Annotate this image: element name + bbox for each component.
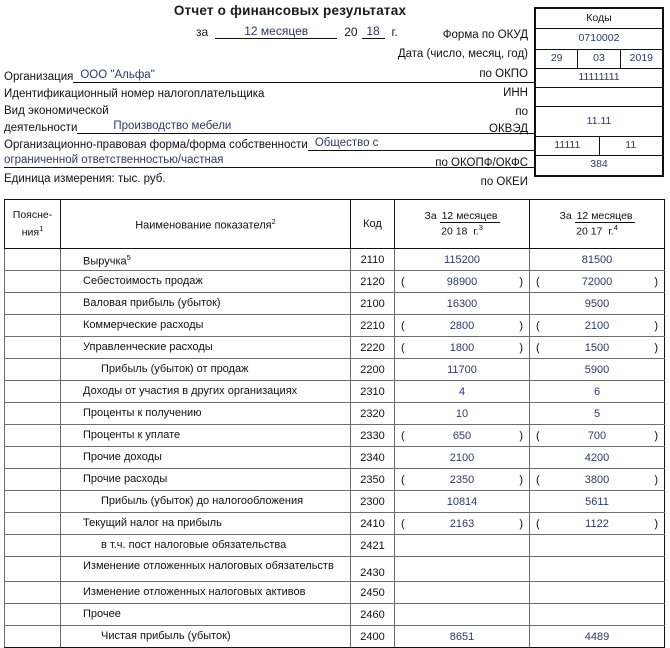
cell-value-previous[interactable]	[530, 604, 665, 626]
paren-open: (	[536, 341, 540, 354]
table-row	[5, 293, 665, 315]
caption-po: по	[515, 106, 528, 118]
period-prev-y-prefix: 20	[576, 225, 588, 238]
col-header-period-previous	[530, 200, 665, 249]
table-row	[5, 337, 665, 359]
cell-value-previous[interactable]: ( 3800 )	[530, 469, 665, 491]
cell-code: 2200	[351, 359, 395, 381]
okpo-value[interactable]: 11111111	[578, 71, 620, 83]
cell-explanations[interactable]	[5, 359, 61, 381]
cell-code: 2210	[351, 315, 395, 337]
cell-code: 2320	[351, 403, 395, 425]
table-row	[5, 271, 665, 293]
paren-open: (	[401, 341, 405, 354]
okfs-value[interactable]: 11	[625, 139, 637, 151]
paren-open: (	[401, 275, 405, 288]
col-header-explanations-l1: Поясне-	[12, 208, 53, 221]
cell-value-previous[interactable]: 4200	[530, 447, 665, 469]
unit-label: Единица измерения: тыс. руб.	[4, 173, 166, 185]
codes-heading-row	[536, 9, 662, 29]
row-unit	[4, 168, 534, 185]
cell-value-previous[interactable]: 4489	[530, 626, 665, 648]
year-value-field[interactable]: 18	[362, 24, 385, 39]
cell-indicator-name: в т.ч. пост налоговые обязательства	[61, 535, 351, 557]
cell-code: 2310	[351, 381, 395, 403]
table-row	[5, 425, 665, 447]
cell-value-previous[interactable]	[530, 557, 665, 582]
cell-explanations[interactable]	[5, 604, 61, 626]
cell-code: 2430	[351, 557, 395, 582]
cell-indicator-name: Прочее	[61, 604, 351, 626]
cell-explanations[interactable]	[5, 315, 61, 337]
paren-close: )	[654, 517, 658, 530]
row-activity-value	[4, 117, 534, 134]
cell-explanations[interactable]	[5, 513, 61, 535]
row-legal-form-cont	[4, 151, 534, 168]
codes-heading: Коды	[586, 12, 612, 24]
table-row	[5, 626, 665, 648]
cell-indicator-name: Доходы от участия в других организациях	[61, 381, 351, 403]
cell-explanations[interactable]	[5, 582, 61, 604]
activity-label-line2: деятельности	[4, 122, 78, 134]
codes-okopf-okfs-row	[536, 137, 662, 156]
codes-okud-row	[536, 29, 662, 50]
table-body	[5, 249, 665, 648]
activity-label-line1: Вид экономической	[4, 105, 109, 117]
cell-value-previous[interactable]: ( 2100 )	[530, 315, 665, 337]
cell-explanations[interactable]	[5, 403, 61, 425]
paren-open: (	[536, 517, 540, 530]
paren-close: )	[654, 473, 658, 486]
cell-value-previous[interactable]: ( 72000 )	[530, 271, 665, 293]
cell-explanations[interactable]	[5, 293, 61, 315]
period-cur-prefix: За	[424, 210, 437, 223]
paren-close: )	[519, 275, 523, 288]
cell-code: 2410	[351, 513, 395, 535]
paren-open: (	[401, 517, 405, 530]
caption-okud: Форма по ОКУД	[442, 29, 528, 41]
period-cur-name: 12 месяцев	[441, 210, 498, 223]
paren-close: )	[654, 275, 658, 288]
period-prev-name: 12 месяцев	[576, 210, 633, 223]
paren-close: )	[519, 429, 523, 442]
organization-meta-block	[4, 66, 534, 185]
okud-value[interactable]: 0710002	[578, 32, 620, 44]
cell-value-current[interactable]: 11700	[395, 359, 530, 381]
period-prev-y: 17	[590, 225, 603, 238]
period-cur-line1	[395, 210, 529, 222]
cell-code: 2460	[351, 604, 395, 626]
table-row	[5, 535, 665, 557]
legal-form-value-cont[interactable]: ограниченной ответственностью/частная	[4, 154, 534, 168]
cell-code: 2220	[351, 337, 395, 359]
period-name-field[interactable]: 12 месяцев	[215, 24, 337, 39]
period-prev-y-suffix: г.	[608, 225, 614, 238]
period-cur-y-prefix: 20	[441, 225, 453, 238]
table-row	[5, 557, 665, 582]
table-header-row	[5, 200, 665, 249]
cell-indicator-name: Управленческие расходы	[61, 337, 351, 359]
cell-indicator-name: Проценты к получению	[61, 403, 351, 425]
table-row	[5, 315, 665, 337]
cell-indicator-name: Валовая прибыль (убыток)	[61, 293, 351, 315]
cell-value-previous[interactable]	[530, 535, 665, 557]
table-row	[5, 513, 665, 535]
cell-explanations[interactable]	[5, 491, 61, 513]
cell-code: 2421	[351, 535, 395, 557]
table-row	[5, 582, 665, 604]
cell-explanations[interactable]	[5, 337, 61, 359]
col-header-name-sup: 2	[271, 216, 276, 226]
table-row	[5, 447, 665, 469]
cell-value-current[interactable]: 2100	[395, 447, 530, 469]
cell-value-current[interactable]: ( 2163 )	[395, 513, 530, 535]
period-prev-prefix: За	[559, 210, 572, 223]
table-row	[5, 469, 665, 491]
row-activity-label	[4, 100, 534, 117]
table-row	[5, 491, 665, 513]
okei-value[interactable]: 384	[590, 158, 608, 170]
cell-value-previous[interactable]: ( 700 )	[530, 425, 665, 447]
paren-close: )	[519, 517, 523, 530]
taxpayer-inn-label: Идентификационный номер налогоплательщика	[4, 88, 265, 100]
okved-value[interactable]: 11.11	[586, 115, 612, 127]
cell-indicator-name: Изменение отложенных налоговых активов	[61, 582, 351, 604]
cell-code: 2330	[351, 425, 395, 447]
cell-value-previous[interactable]: 5900	[530, 359, 665, 381]
codes-table	[534, 7, 664, 177]
period-cur-y-suffix: г.	[473, 225, 479, 238]
organization-value[interactable]: ООО "Альфа"	[73, 69, 534, 83]
cell-value-current[interactable]: 8651	[395, 626, 530, 648]
paren-close: )	[519, 473, 523, 486]
paren-open: (	[536, 473, 540, 486]
col-header-explanations-l2: ния	[21, 226, 40, 239]
cell-value-current[interactable]: ( 650 )	[395, 425, 530, 447]
cell-value-previous[interactable]: 5	[530, 403, 665, 425]
cell-value-current[interactable]: 10	[395, 403, 530, 425]
okopf-value[interactable]: 11111	[536, 137, 600, 155]
caption-okpo: по ОКПО	[479, 68, 528, 80]
col-header-explanations-sup: 1	[39, 223, 44, 233]
cell-explanations[interactable]	[5, 271, 61, 293]
caption-okopf-okfs: по ОКОПФ/ОКФС	[435, 157, 528, 169]
cell-value-current[interactable]	[395, 557, 530, 582]
cell-value-current[interactable]	[395, 535, 530, 557]
paren-open: (	[536, 275, 540, 288]
codes-inn-row	[536, 88, 662, 107]
cell-code: 2350	[351, 469, 395, 491]
paren-close: )	[519, 319, 523, 332]
col-header-code: Код	[351, 200, 395, 249]
caption-okved: ОКВЭД	[489, 123, 528, 135]
cell-value-current[interactable]: ( 2350 )	[395, 469, 530, 491]
cell-explanations[interactable]	[5, 425, 61, 447]
cell-indicator-name: Коммерческие расходы	[61, 315, 351, 337]
cell-value-previous[interactable]: 6	[530, 381, 665, 403]
cell-code: 2400	[351, 626, 395, 648]
row-organization	[4, 66, 534, 83]
date-month-value[interactable]: 03	[578, 50, 620, 68]
table-row	[5, 359, 665, 381]
table-row	[5, 604, 665, 626]
paren-open: (	[401, 319, 405, 332]
paren-open: (	[536, 429, 540, 442]
paren-close: )	[654, 341, 658, 354]
period-prefix-label: за	[196, 25, 209, 39]
cell-value-current[interactable]	[395, 604, 530, 626]
paren-close: )	[654, 429, 658, 442]
legal-form-label: Организационно-правовая форма/форма собственности	[4, 139, 308, 151]
inn-value[interactable]	[536, 88, 662, 106]
cell-value-previous[interactable]	[530, 582, 665, 604]
cell-indicator-name: Текущий налог на прибыль	[61, 513, 351, 535]
cell-indicator-name: Чистая прибыль (убыток)	[61, 626, 351, 648]
footnote-marker: 5	[126, 252, 131, 262]
table-row	[5, 249, 665, 271]
cell-code: 2110	[351, 249, 395, 271]
table-row	[5, 381, 665, 403]
cell-value-previous[interactable]: ( 1122 )	[530, 513, 665, 535]
cell-explanations[interactable]	[5, 535, 61, 557]
cell-value-current[interactable]: 4	[395, 381, 530, 403]
table-row	[5, 403, 665, 425]
cell-value-current[interactable]	[395, 582, 530, 604]
cell-value-previous[interactable]: 9500	[530, 293, 665, 315]
cell-indicator-name: Прибыль (убыток) до налогообложения	[61, 491, 351, 513]
paren-close: )	[519, 341, 523, 354]
period-cur-line2	[395, 222, 529, 238]
paren-open: (	[536, 319, 540, 332]
col-header-period-current	[395, 200, 530, 249]
codes-date-row	[536, 50, 662, 69]
year-prefix-label: 20	[344, 25, 358, 39]
col-header-name-text: Наименование показателя	[135, 219, 272, 232]
cell-value-previous[interactable]: ( 1500 )	[530, 337, 665, 359]
cell-value-current[interactable]: 16300	[395, 293, 530, 315]
codes-okpo-row	[536, 69, 662, 88]
date-year-value[interactable]: 2019	[629, 52, 653, 64]
paren-open: (	[401, 473, 405, 486]
codes-okved-row	[536, 107, 662, 137]
cell-indicator-name: Прочие расходы	[61, 469, 351, 491]
paren-close: )	[654, 319, 658, 332]
paren-open: (	[401, 429, 405, 442]
cell-value-current[interactable]: 10814	[395, 491, 530, 513]
period-cur-sup: 3	[478, 223, 483, 233]
cell-indicator-name: Изменение отложенных налоговых обязательств	[61, 557, 351, 582]
cell-explanations[interactable]	[5, 381, 61, 403]
cell-code: 2120	[351, 271, 395, 293]
cell-indicator-name: Прибыль (убыток) от продаж	[61, 359, 351, 381]
period-prev-line1	[530, 210, 664, 222]
period-cur-y: 18	[455, 225, 468, 238]
cell-explanations[interactable]	[5, 557, 61, 582]
codes-okei-row	[536, 156, 662, 175]
cell-explanations[interactable]	[5, 249, 61, 271]
row-legal-form	[4, 134, 534, 151]
cell-code: 2100	[351, 293, 395, 315]
caption-date: Дата (число, месяц, год)	[397, 48, 528, 60]
cell-indicator-name: Себестоимость продаж	[61, 271, 351, 293]
organization-label: Организация	[4, 71, 74, 83]
date-day-value[interactable]: 29	[536, 50, 578, 68]
col-header-explanations	[5, 200, 61, 249]
cell-explanations[interactable]	[5, 626, 61, 648]
cell-value-current[interactable]: ( 2800 )	[395, 315, 530, 337]
caption-okei: по ОКЕИ	[480, 176, 528, 188]
cell-indicator-name: Выручка$^5$	[61, 249, 351, 271]
cell-value-current[interactable]: ( 1800 )	[395, 337, 530, 359]
cell-code: 2340	[351, 447, 395, 469]
cell-value-current[interactable]: 115200	[395, 249, 530, 271]
legal-form-value[interactable]: Общество с	[308, 137, 534, 151]
cell-indicator-name: Проценты к уплате	[61, 425, 351, 447]
cell-value-previous[interactable]: 81500	[530, 249, 665, 271]
cell-explanations[interactable]	[5, 447, 61, 469]
period-prev-sup: 4	[613, 223, 618, 233]
cell-code: 2300	[351, 491, 395, 513]
period-prev-line2	[530, 222, 664, 238]
row-taxpayer-inn	[4, 83, 534, 100]
cell-value-previous[interactable]: 5611	[530, 491, 665, 513]
financial-results-table	[4, 199, 665, 648]
page-title: Отчет о финансовых результатах	[173, 3, 407, 18]
cell-indicator-name: Прочие доходы	[61, 447, 351, 469]
cell-value-current[interactable]: ( 98900 )	[395, 271, 530, 293]
col-header-name	[61, 200, 351, 249]
cell-explanations[interactable]	[5, 469, 61, 491]
year-suffix-label: г.	[391, 25, 398, 39]
cell-code: 2450	[351, 582, 395, 604]
caption-inn: ИНН	[503, 87, 528, 99]
activity-value[interactable]: Производство мебели	[77, 120, 534, 134]
